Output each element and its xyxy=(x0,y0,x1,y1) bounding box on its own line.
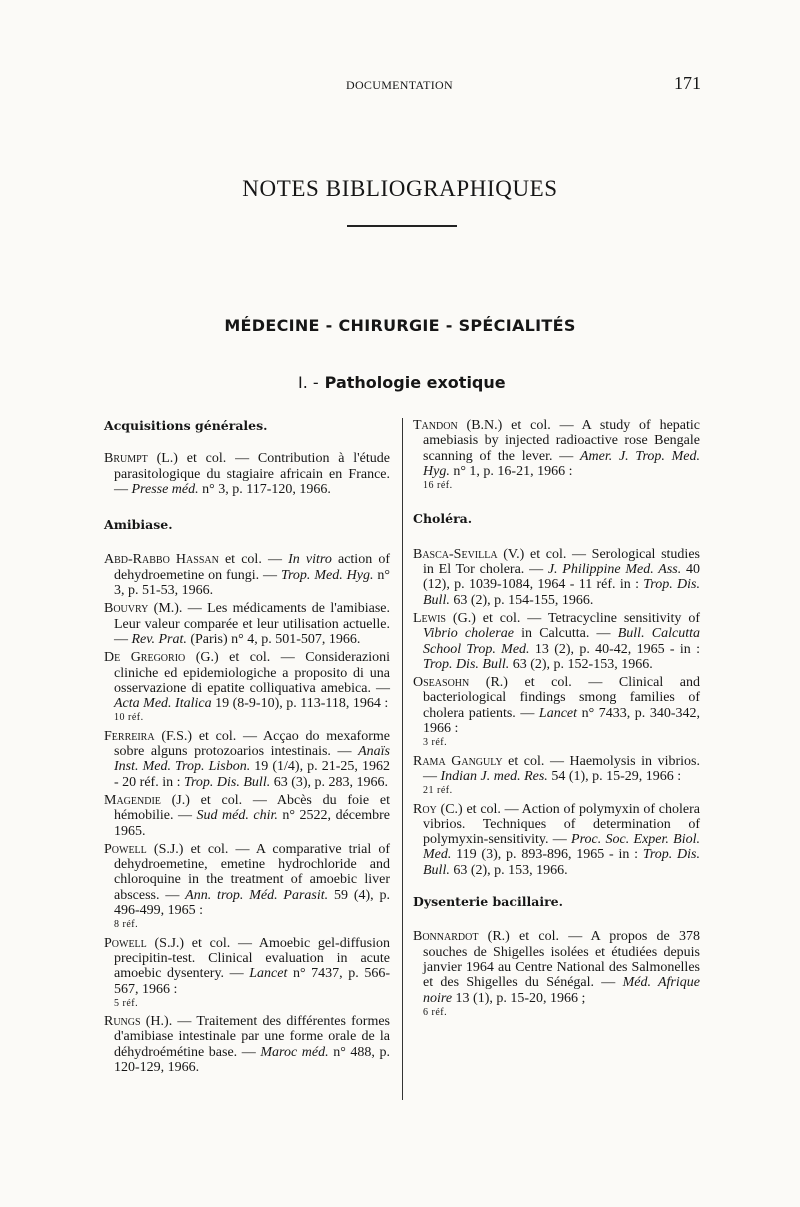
entry-citation: 63 (2), p. 152-153, 1966. xyxy=(509,656,653,672)
entry-citation: n° 1, p. 16-21, 1966 : xyxy=(449,463,573,479)
entry-citation: (Paris) n° 4, p. 501-507, 1966. xyxy=(186,631,361,647)
category-heading: Acquisitions générales. xyxy=(104,418,268,433)
entry-citation: n° 3, p. 117-120, 1966. xyxy=(198,481,331,497)
entry-journal: Sud méd. chir. xyxy=(196,808,278,824)
entry-citation: 19 (1/4), p. 21-25, 1962 - 20 réf. in : xyxy=(114,759,390,790)
page-title: NOTES BIBLIOGRAPHIQUES xyxy=(242,176,558,201)
bibliography-entry xyxy=(104,1014,390,1075)
entry-ref-count: 5 réf. xyxy=(114,997,139,1009)
entry-citation: 119 (3), p. 893-896, 1965 - in : xyxy=(451,847,643,863)
entry-citation: n° 3, p. 51-53, 1966. xyxy=(114,567,390,599)
entry-italic-title: Vibrio cholerae xyxy=(423,626,514,642)
running-header xyxy=(0,73,800,96)
bibliography-entry xyxy=(413,675,700,750)
entry-journal: Anaïs Inst. Med. Trop. Lisbon. xyxy=(114,744,390,775)
bibliography-entry xyxy=(413,547,700,608)
category-heading: Amibiase. xyxy=(104,517,173,533)
left-column xyxy=(104,418,390,1078)
bibliography-entry xyxy=(413,611,700,672)
entry-author: Basca-Sevilla xyxy=(413,546,498,562)
entry-author: Magendie xyxy=(104,792,161,808)
entry-journal: Amer. J. Trop. Med. Hyg. xyxy=(423,448,700,479)
entry-citation: 54 (1), p. 15-29, 1966 : xyxy=(547,768,682,784)
entry-journal: Trop. Dis. Bull. xyxy=(423,577,701,608)
entry-text: (S.J.) et col. — A comparative trial of dehydroemetine, emetine hydrochloride and chloroquine in the treatment of amoebic liver abscess. — xyxy=(114,841,390,903)
bibliography-entry xyxy=(104,451,390,497)
bibliography-entry xyxy=(104,650,390,725)
bibliography-entry xyxy=(413,754,700,799)
entry-text: et col. — Haemolysis in vibrios. — xyxy=(423,753,701,784)
entry-author: Brumpt xyxy=(104,451,148,467)
entry-author: Abd-Rabbo Hassan xyxy=(104,552,219,568)
bibliography-entry xyxy=(104,936,390,1011)
entry-author: Powell xyxy=(104,841,147,857)
entry-author: Ferreira xyxy=(104,728,155,744)
entry-italic-title: In vitro xyxy=(288,552,332,568)
entry-citation: 63 (3), p. 283, 1966. xyxy=(270,774,389,790)
right-column xyxy=(413,418,700,1023)
entry-citation: 13 (1), p. 15-20, 1966 ; xyxy=(452,990,586,1006)
entry-text: (L.) et col. — Contribution à l'étude parasitologique du stagiaire africain en France. — xyxy=(114,451,390,497)
entry-citation: 59 (4), p. 496-499, 1965 : xyxy=(114,887,390,919)
entry-citation: n° 488, p. 120-129, 1966. xyxy=(114,1044,390,1075)
entry-ref-count: 10 réf. xyxy=(114,712,144,724)
entry-ref-count: 16 réf. xyxy=(423,480,453,492)
bibliography-entry xyxy=(413,929,700,1020)
entry-citation: 63 (2), p. 154-155, 1966. xyxy=(449,592,594,608)
entry-text: (C.) et col. — Action of polymyxin of cholera vibrios. Techniques of determination of polymyxin-sensitivity. — xyxy=(423,801,700,848)
entry-journal: Presse méd. xyxy=(131,481,199,497)
page-number: 171 xyxy=(674,73,701,93)
entry-journal: Trop. Dis. Bull. xyxy=(423,847,700,878)
entry-journal: Trop. Med. Hyg. xyxy=(280,567,374,583)
entry-journal: Proc. Soc. Exper. Biol. Med. xyxy=(423,832,700,863)
category-heading: Choléra. xyxy=(413,511,473,527)
entry-text: et col. — xyxy=(218,552,289,568)
entry-citation: n° 7437, p. 566-567, 1966 : xyxy=(114,966,390,997)
entry-text: (R.) et col. — A propos de 378 souches de Shigelles isolées et étudiées depuis janvier 1964 au Centre National des Salmonelles et des Shigelles du Sénégal. — xyxy=(423,929,700,991)
entry-journal: Méd. Afrique noire xyxy=(423,975,700,1006)
subsection-label: Pathologie exotique xyxy=(324,373,506,392)
entry-ref-count: 21 réf. xyxy=(423,785,453,797)
entry-text: in Calcutta. — xyxy=(513,626,618,642)
entry-ref-count: 3 réf. xyxy=(423,737,448,749)
entry-text: (F.S.) et col. — Acçao do mexaforme sobre alguns protozoarios intestinais. — xyxy=(114,728,390,760)
entry-ref-count: 8 réf. xyxy=(114,919,139,931)
entry-text: (M.). — Les médicaments de l'amibiase. Leur valeur comparée et leur utilisation actuelle. — xyxy=(114,601,390,647)
entry-citation: 40 (12), p. 1039-1084, 1964 - 11 réf. in : xyxy=(423,562,700,593)
entry-journal: J. Philippine Med. Ass. xyxy=(547,562,682,578)
subsection-number: I. - xyxy=(298,373,319,392)
entry-text: (B.N.) et col. — A study of hepatic amebiasis by injected radioactive rose Bengale scanning of the lever. — xyxy=(423,418,700,464)
entry-journal: Rev. Prat. xyxy=(131,631,187,647)
bibliography-entry xyxy=(413,418,700,493)
bibliography-entry xyxy=(413,802,700,878)
entry-citation: n° 2522, décembre 1965. xyxy=(114,808,390,839)
entry-author: Tandon xyxy=(413,418,458,433)
entry-text: (R.) et col. — Clinical and bacteriological findings smong families of cholera patients. — xyxy=(423,675,700,721)
entry-text: (G.) et col. — Tetracycline sensitivity of xyxy=(446,610,700,626)
entry-author: Oseasohn xyxy=(413,675,470,691)
entry-text: (V.) et col. — Serological studies in El Tor cholera. — xyxy=(423,546,700,578)
entry-journal: Trop. Dis. Bull. xyxy=(183,774,271,790)
entry-text: action of dehydroemetine on fungi. — xyxy=(114,552,390,583)
entry-text: (S.J.) et col. — Amoebic gel-diffusion precipitin-test. Clinical evaluation in acute amoebic dysentery. — xyxy=(114,935,390,982)
entry-author: Bouvry xyxy=(104,601,149,617)
entry-citation: 63 (2), p. 153, 1966. xyxy=(449,862,568,878)
entry-author: Lewis xyxy=(413,610,446,626)
entry-author: Powell xyxy=(104,935,147,951)
entry-journal: Trop. Dis. Bull. xyxy=(423,656,510,672)
title-rule xyxy=(347,225,457,227)
category-heading: Dysenterie bacillaire. xyxy=(413,894,563,910)
entry-author: Rungs xyxy=(104,1014,141,1030)
entry-journal: Lancet xyxy=(249,966,288,982)
bibliography-entry xyxy=(104,552,390,598)
subsection-title xyxy=(298,373,506,392)
section-title: MÉDECINE - CHIRURGIE - SPÉCIALITÉS xyxy=(224,316,576,335)
entry-journal: Ann. trop. Méd. Parasit. xyxy=(185,887,329,903)
entry-journal: Acta Med. Italica xyxy=(114,696,212,712)
entry-citation: 19 (8-9-10), p. 113-118, 1964 : xyxy=(211,696,389,712)
bibliography-entry xyxy=(104,842,390,933)
column-divider xyxy=(402,418,403,1100)
entry-author: De Gregorio xyxy=(104,650,186,666)
entry-author: Rama Ganguly xyxy=(413,753,503,769)
entry-ref-count: 6 réf. xyxy=(423,1006,448,1018)
bibliography-entry xyxy=(104,793,390,839)
entry-text: (G.) et col. — Considerazioni cliniche ed epidemiologiche a proposito di una osservazione di epatite colliquativa amebica. — xyxy=(114,650,390,696)
entry-citation: 13 (2), p. 40-42, 1965 - in : xyxy=(529,641,701,657)
entry-journal: Lancet xyxy=(538,705,578,721)
entry-author: Bonnardot xyxy=(413,929,479,945)
bibliography-entry xyxy=(104,601,390,647)
bibliography-entry xyxy=(104,729,390,790)
entry-journal: Maroc méd. xyxy=(260,1044,329,1060)
entry-text: (J.) et col. — Abcès du foie et hémobilie. — xyxy=(114,792,390,824)
entry-journal: Bull. Calcutta School Trop. Med. xyxy=(423,626,700,657)
entry-text: (H.). — Traitement des différentes formes d'amibiase intestinale par une forme orale de la déhydroémétine base. — xyxy=(114,1014,390,1060)
running-title: DOCUMENTATION xyxy=(346,78,453,92)
entry-journal: Indian J. med. Res. xyxy=(440,768,548,784)
entry-citation: n° 7433, p. 340-342, 1966 : xyxy=(423,705,700,737)
entry-author: Roy xyxy=(413,801,437,817)
